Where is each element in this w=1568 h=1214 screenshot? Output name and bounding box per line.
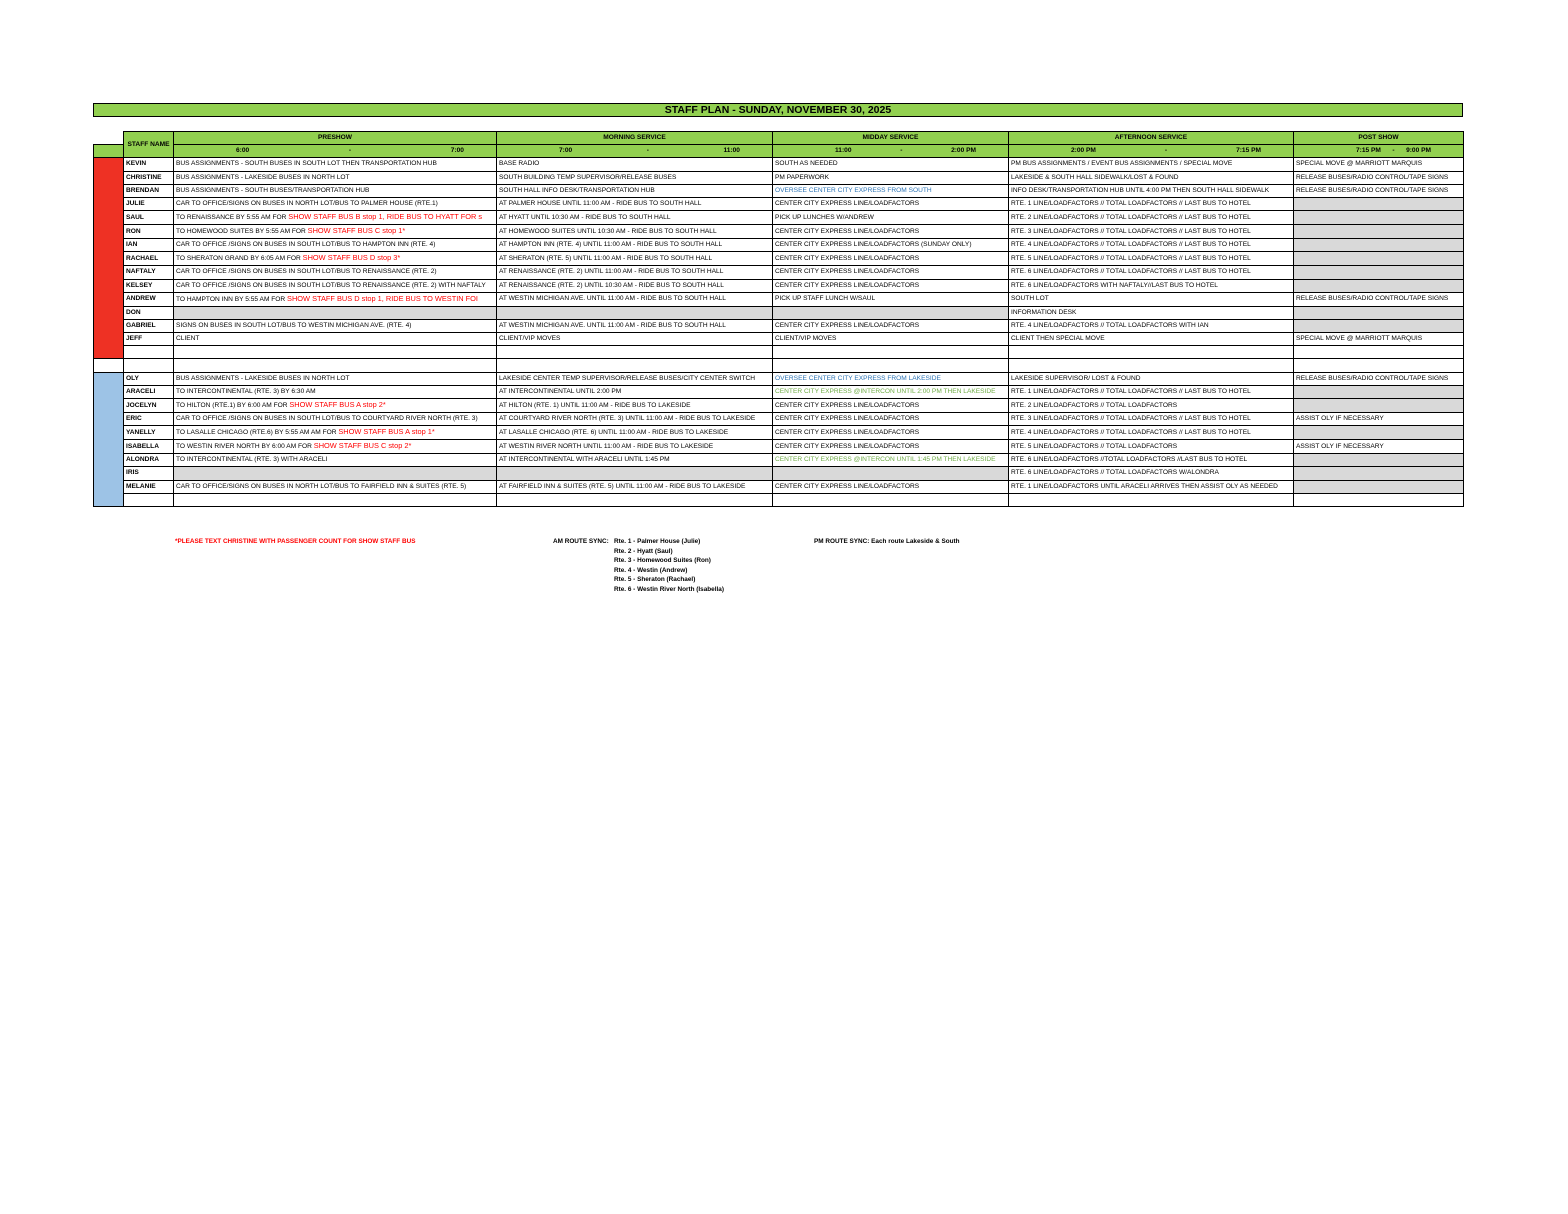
group-separator <box>94 359 1464 372</box>
mid-cell: CENTER CITY EXPRESS LINE/LOADFACTORS (SUNDAY ONLY) <box>773 239 1009 252</box>
time-dash: - <box>1164 147 1168 155</box>
show-staff-bus-text: SHOW STAFF BUS D stop 1, RIDE BUS TO WESTIN FOI <box>287 293 478 303</box>
post-cell <box>1294 319 1464 332</box>
am-route-item: Rte. 5 - Sheraton (Rachael) <box>614 576 696 583</box>
mid-cell: CENTER CITY EXPRESS LINE/LOADFACTORS <box>773 225 1009 239</box>
staff-name: MELANIE <box>124 480 174 493</box>
preshow-text: TO INTERCONTINENTAL (RTE. 3) BY 6:30 AM <box>176 387 316 395</box>
staff-row <box>94 171 1464 184</box>
morn-cell: AT FAIRFIELD INN & SUITES (RTE. 5) UNTIL 11:00 AM - RIDE BUS TO LAKESIDE <box>497 480 773 493</box>
staff-name: KEVIN <box>124 158 174 171</box>
mid-cell: CENTER CITY EXPRESS LINE/LOADFACTORS <box>773 279 1009 292</box>
blank-cell <box>1009 493 1294 506</box>
show-staff-bus-text: SHOW STAFF BUS D stop 3* <box>302 253 401 263</box>
blank-cell <box>174 346 497 359</box>
staff-name: NAFTALY <box>124 266 174 279</box>
staff-name: KELSEY <box>124 279 174 292</box>
morn-cell: SOUTH HALL INFO DESK/TRANSPORTATION HUB <box>497 184 773 197</box>
preshow-cell <box>174 225 497 239</box>
staff-row <box>94 292 1464 306</box>
preshow-text: TO HOMEWOOD SUITES BY 5:55 AM FOR <box>176 228 308 236</box>
staff-name: IAN <box>124 239 174 252</box>
morn-cell: AT WESTIN RIVER NORTH UNTIL 11:00 AM - RIDE BUS TO LAKESIDE <box>497 440 773 454</box>
preshow-cell <box>174 319 497 332</box>
mid-cell: SOUTH AS NEEDED <box>773 158 1009 171</box>
aft-cell: CLIENT THEN SPECIAL MOVE <box>1009 333 1294 346</box>
morn-cell: AT RENAISSANCE (RTE. 2) UNTIL 10:30 AM - RIDE BUS TO SOUTH HALL <box>497 279 773 292</box>
time-dash: - <box>646 147 649 155</box>
aft-cell: RTE. 6 LINE/LOADFACTORS //TOTAL LOADFACTORS //LAST BUS TO HOTEL <box>1009 454 1294 467</box>
morn-cell: AT INTERCONTINENTAL UNTIL 2:00 PM <box>497 385 773 398</box>
am-route-item: Rte. 4 - Westin (Andrew) <box>614 566 688 574</box>
aft-cell: RTE. 4 LINE/LOADFACTORS // TOTAL LOADFACTORS // LAST BUS TO HOTEL <box>1009 426 1294 440</box>
time-start: 11:00 <box>835 147 852 155</box>
south_hall-band <box>94 158 124 359</box>
staff-row <box>94 252 1464 266</box>
morn-cell: AT INTERCONTINENTAL WITH ARACELI UNTIL 1:45 PM <box>497 454 773 467</box>
preshow-cell <box>174 197 497 210</box>
staff-name: ARACELI <box>124 385 174 398</box>
separator-cell <box>174 359 497 372</box>
aft-cell: RTE. 5 LINE/LOADFACTORS // TOTAL LOADFACTORS <box>1009 440 1294 454</box>
post-cell <box>1294 399 1464 413</box>
preshow-text: CLIENT <box>176 335 200 343</box>
morn-cell: SOUTH BUILDING TEMP SUPERVISOR/RELEASE BUSES <box>497 171 773 184</box>
preshow-cell <box>174 292 497 306</box>
preshow-text: CAR TO OFFICE/SIGNS ON BUSES IN NORTH LOT/BUS TO PALMER HOUSE (RTE.1) <box>176 200 438 208</box>
time-dash: - <box>900 147 903 155</box>
preshow-cell <box>174 372 497 385</box>
staff-row <box>94 225 1464 239</box>
blank-cell <box>124 493 174 506</box>
preshow-cell <box>174 467 497 480</box>
staff-name: DON <box>124 306 174 319</box>
staff-row <box>94 211 1464 225</box>
blank-cell <box>1294 493 1464 506</box>
preshow-cell <box>174 171 497 184</box>
staff-name: JOCELYN <box>124 399 174 413</box>
am-route-item: Rte. 2 - Hyatt (Saul) <box>614 547 673 555</box>
separator-cell <box>94 359 124 372</box>
aft-cell: RTE. 4 LINE/LOADFACTORS // TOTAL LOADFACTORS // LAST BUS TO HOTEL <box>1009 239 1294 252</box>
preshow-text: TO HILTON (RTE.1) BY 6:00 AM FOR <box>176 402 290 409</box>
mid-cell: CENTER CITY EXPRESS LINE/LOADFACTORS <box>773 252 1009 266</box>
post-cell <box>1294 385 1464 398</box>
mid-cell: PICK UP LUNCHES W/ANDREW <box>773 211 1009 225</box>
separator-cell <box>1009 359 1294 372</box>
time-start: 7:00 <box>559 147 573 155</box>
preshow-text: BUS ASSIGNMENTS - LAKESIDE BUSES IN NORTH LOT <box>176 173 350 181</box>
aft-cell: RTE. 2 LINE/LOADFACTORS // TOTAL LOADFACTORS <box>1009 399 1294 413</box>
post-cell: SPECIAL MOVE @ MARRIOTT MARQUIS <box>1294 158 1464 171</box>
morn-cell: AT PALMER HOUSE UNTIL 11:00 AM - RIDE BUS TO SOUTH HALL <box>497 197 773 210</box>
mid-cell: CENTER CITY EXPRESS LINE/LOADFACTORS <box>773 319 1009 332</box>
blank-cell <box>124 346 174 359</box>
preshow-cell <box>174 239 497 252</box>
aft-cell: LAKESIDE SUPERVISOR/ LOST & FOUND <box>1009 372 1294 385</box>
preshow-text: TO WESTIN RIVER NORTH BY 6:00 AM FOR <box>176 443 314 451</box>
mid-cell: CENTER CITY EXPRESS LINE/LOADFACTORS <box>773 197 1009 210</box>
aft-cell: RTE. 6 LINE/LOADFACTORS // TOTAL LOADFACTORS W/ALONDRA <box>1009 467 1294 480</box>
morn-cell: AT HOMEWOOD SUITES UNTIL 10:30 AM - RIDE BUS TO SOUTH HALL <box>497 225 773 239</box>
staff-name: BRENDAN <box>124 184 174 197</box>
section-header: POST SHOW <box>1294 132 1464 145</box>
post-cell <box>1294 454 1464 467</box>
blank-cell <box>773 346 1009 359</box>
separator-cell <box>773 359 1009 372</box>
post-cell: RELEASE BUSES/RADIO CONTROL/TAPE SIGNS <box>1294 372 1464 385</box>
staff-row <box>94 372 1464 385</box>
mid-cell: CENTER CITY EXPRESS LINE/LOADFACTORS <box>773 480 1009 493</box>
preshow-text: CAR TO OFFICE/SIGNS ON BUSES IN NORTH LOT/BUS TO FAIRFIELD INN & SUITES (RTE. 5) <box>176 482 467 490</box>
aft-cell: RTE. 3 LINE/LOADFACTORS // TOTAL LOADFACTORS // LAST BUS TO HOTEL <box>1009 413 1294 426</box>
staff-row <box>94 239 1464 252</box>
post-cell <box>1294 239 1464 252</box>
header-row-sections <box>94 132 1464 145</box>
blank-cell <box>1009 346 1294 359</box>
am-route-item: Rte. 6 - Westin River North (Isabella) <box>614 585 724 593</box>
preshow-text: CAR TO OFFICE /SIGNS ON BUSES IN SOUTH LOT/BUS TO RENAISSANCE (RTE. 2) <box>176 268 437 276</box>
staff-row <box>94 333 1464 346</box>
staff-name: CHRISTINE <box>124 171 174 184</box>
blank-cell <box>1294 346 1464 359</box>
am-route-sync-label: AM ROUTE SYNC: <box>553 538 609 545</box>
aft-cell: LAKESIDE & SOUTH HALL SIDEWALK/LOST & FOUND <box>1009 171 1294 184</box>
time-start: 2:00 PM <box>1071 147 1096 155</box>
preshow-cell <box>174 399 497 413</box>
section-header: AFTERNOON SERVICE <box>1009 132 1294 145</box>
aft-cell: RTE. 6 LINE/LOADFACTORS // TOTAL LOADFACTORS // LAST BUS TO HOTEL <box>1009 266 1294 279</box>
morn-cell: AT SHERATON (RTE. 5) UNTIL 11:00 AM - RIDE BUS TO SOUTH HALL <box>497 252 773 266</box>
aft-cell: RTE. 4 LINE/LOADFACTORS // TOTAL LOADFACTORS WITH IAN <box>1009 319 1294 332</box>
staff-row <box>94 319 1464 332</box>
preshow-text: BUS ASSIGNMENTS - SOUTH BUSES IN SOUTH LOT THEN TRANSPORTATION HUB <box>176 160 437 168</box>
section-header: MORNING SERVICE <box>497 132 773 145</box>
mid-cell: CENTER CITY EXPRESS @INTERCON UNTIL 2:00 PM THEN LAKESIDE <box>773 385 1009 398</box>
preshow-cell <box>174 333 497 346</box>
preshow-text: TO INTERCONTINENTAL (RTE. 3) WITH ARACELI <box>176 456 328 464</box>
preshow-cell <box>174 440 497 454</box>
post-cell <box>1294 279 1464 292</box>
post-cell: ASSIST OLY IF NECESSARY <box>1294 440 1464 454</box>
show-staff-bus-text: SHOW STAFF BUS A stop 1* <box>338 427 435 437</box>
staff-row <box>94 440 1464 454</box>
aft-cell: RTE. 5 LINE/LOADFACTORS // TOTAL LOADFACTORS // LAST BUS TO HOTEL <box>1009 252 1294 266</box>
morn-cell: BASE RADIO <box>497 158 773 171</box>
time-end: 2:00 PM <box>951 147 976 155</box>
preshow-cell <box>174 279 497 292</box>
staff-plan-table <box>93 131 1464 507</box>
morn-cell: LAKESIDE CENTER TEMP SUPERVISOR/RELEASE BUSES/CITY CENTER SWITCH <box>497 372 773 385</box>
post-cell <box>1294 211 1464 225</box>
blank-cell <box>497 493 773 506</box>
post-cell <box>1294 252 1464 266</box>
post-cell: ASSIST OLY IF NECESSARY <box>1294 413 1464 426</box>
section-times <box>1009 145 1294 158</box>
mid-cell: CENTER CITY EXPRESS LINE/LOADFACTORS <box>773 440 1009 454</box>
morn-cell <box>497 306 773 319</box>
preshow-text: CAR TO OFFICE /SIGNS ON BUSES IN SOUTH LOT/BUS TO HAMPTON INN (RTE. 4) <box>176 241 436 249</box>
preshow-cell <box>174 426 497 440</box>
preshow-cell <box>174 385 497 398</box>
morn-cell: AT HAMPTON INN (RTE. 4) UNTIL 11:00 AM - RIDE BUS TO SOUTH HALL <box>497 239 773 252</box>
post-cell <box>1294 266 1464 279</box>
morn-cell: AT WESTIN MICHIGAN AVE. UNTIL 11:00 AM - RIDE BUS TO SOUTH HALL <box>497 319 773 332</box>
corner-green <box>94 145 124 158</box>
aft-cell: RTE. 1 LINE/LOADFACTORS // TOTAL LOADFACTORS // LAST BUS TO HOTEL <box>1009 197 1294 210</box>
separator-cell <box>497 359 773 372</box>
post-cell: SPECIAL MOVE @ MARRIOTT MARQUIS <box>1294 333 1464 346</box>
preshow-cell <box>174 211 497 225</box>
staff-name: OLY <box>124 372 174 385</box>
preshow-cell <box>174 454 497 467</box>
staff-row <box>94 184 1464 197</box>
aft-cell: PM BUS ASSIGNMENTS / EVENT BUS ASSIGNMENTS / SPECIAL MOVE <box>1009 158 1294 171</box>
blank-cell <box>497 346 773 359</box>
am-route-item: Rte. 1 - Palmer House (Julie) <box>614 538 701 545</box>
morn-cell: AT LASALLE CHICAGO (RTE. 6) UNTIL 11:00 AM - RIDE BUS TO LAKESIDE <box>497 426 773 440</box>
aft-cell: RTE. 6 LINE/LOADFACTORS WITH NAFTALY//LAST BUS TO HOTEL <box>1009 279 1294 292</box>
time-dash: - <box>1392 147 1395 155</box>
preshow-text: SIGNS ON BUSES IN SOUTH LOT/BUS TO WESTIN MICHIGAN AVE. (RTE. 4) <box>176 321 412 329</box>
staff-row <box>94 467 1464 480</box>
section-times <box>1294 145 1464 158</box>
mid-cell: CENTER CITY EXPRESS LINE/LOADFACTORS <box>773 426 1009 440</box>
am-route-item: Rte. 3 - Homewood Suites (Ron) <box>614 557 711 564</box>
post-cell <box>1294 197 1464 210</box>
post-cell: RELEASE BUSES/RADIO CONTROL/TAPE SIGNS <box>1294 184 1464 197</box>
aft-cell: INFORMATION DESK <box>1009 306 1294 319</box>
preshow-cell <box>174 480 497 493</box>
staff-row <box>94 399 1464 413</box>
staff-name-header: STAFF NAME <box>124 132 174 158</box>
post-cell <box>1294 306 1464 319</box>
time-end: 9:00 PM <box>1406 147 1431 155</box>
post-cell <box>1294 480 1464 493</box>
mid-cell: PM PAPERWORK <box>773 171 1009 184</box>
preshow-text: TO LASALLE CHICAGO (RTE.6) BY 5:55 AM AM FOR <box>176 429 339 437</box>
staff-row <box>94 426 1464 440</box>
post-cell: RELEASE BUSES/RADIO CONTROL/TAPE SIGNS <box>1294 171 1464 184</box>
section-header: PRESHOW <box>174 132 497 145</box>
morn-cell: AT HILTON (RTE. 1) UNTIL 11:00 AM - RIDE BUS TO LAKESIDE <box>497 399 773 413</box>
staff-row <box>94 385 1464 398</box>
staff-name: ALONDRA <box>124 454 174 467</box>
preshow-text: TO RENAISSANCE BY 5:55 AM FOR <box>176 214 289 222</box>
blank-row <box>94 493 1464 506</box>
mid-cell <box>773 306 1009 319</box>
corner-blank <box>94 132 124 145</box>
staff-row <box>94 480 1464 493</box>
preshow-cell <box>174 266 497 279</box>
post-cell: RELEASE BUSES/RADIO CONTROL/TAPE SIGNS <box>1294 292 1464 306</box>
staff-row <box>94 197 1464 210</box>
aft-cell: RTE. 3 LINE/LOADFACTORS // TOTAL LOADFACTORS // LAST BUS TO HOTEL <box>1009 225 1294 239</box>
section-header: MIDDAY SERVICE <box>773 132 1009 145</box>
preshow-text: BUS ASSIGNMENTS - LAKESIDE BUSES IN NORTH LOT <box>176 374 350 382</box>
aft-cell: RTE. 1 LINE/LOADFACTORS // TOTAL LOADFACTORS // LAST BUS TO HOTEL <box>1009 385 1294 398</box>
staff-name: RACHAEL <box>124 252 174 266</box>
staff-row <box>94 279 1464 292</box>
preshow-text: CAR TO OFFICE /SIGNS ON BUSES IN SOUTH LOT/BUS TO RENAISSANCE (RTE. 2) WITH NAFTALY <box>176 281 486 289</box>
preshow-cell <box>174 184 497 197</box>
staff-row <box>94 158 1464 171</box>
preshow-cell <box>174 306 497 319</box>
time-dash: - <box>348 147 352 155</box>
section-times <box>773 145 1009 158</box>
morn-cell: AT WESTIN MICHIGAN AVE. UNTIL 11:00 AM - RIDE BUS TO SOUTH HALL <box>497 292 773 306</box>
show-staff-bus-text: SHOW STAFF BUS A stop 2* <box>289 400 386 409</box>
staff-row <box>94 454 1464 467</box>
mid-cell: OVERSEE CENTER CITY EXPRESS FROM SOUTH <box>773 184 1009 197</box>
mid-cell <box>773 467 1009 480</box>
page-title: STAFF PLAN - SUNDAY, NOVEMBER 30, 2025 <box>93 103 1463 117</box>
preshow-cell <box>174 158 497 171</box>
morn-cell: AT RENAISSANCE (RTE. 2) UNTIL 11:00 AM - RIDE BUS TO SOUTH HALL <box>497 266 773 279</box>
time-end: 11:00 <box>723 147 740 155</box>
pm-route-sync-label: PM ROUTE SYNC: Each route Lakeside & South <box>814 538 960 545</box>
aft-cell: SOUTH LOT <box>1009 292 1294 306</box>
lakeside-band <box>94 372 124 506</box>
blank-cell <box>174 493 497 506</box>
blank-cell <box>773 493 1009 506</box>
staff-row <box>94 413 1464 426</box>
show-staff-bus-text: SHOW STAFF BUS C stop 1* <box>307 226 406 236</box>
mid-cell: CENTER CITY EXPRESS @INTERCON UNTIL 1:45 PM THEN LAKESIDE <box>773 454 1009 467</box>
staff-row <box>94 306 1464 319</box>
time-start: 6:00 <box>236 147 250 155</box>
time-end: 7:00 <box>450 147 464 155</box>
aft-cell: RTE. 1 LINE/LOADFACTORS UNTIL ARACELI ARRIVES THEN ASSIST OLY AS NEEDED <box>1009 480 1294 493</box>
separator-cell <box>124 359 174 372</box>
morn-cell <box>497 467 773 480</box>
staff-name: ANDREW <box>124 292 174 306</box>
mid-cell: CENTER CITY EXPRESS LINE/LOADFACTORS <box>773 399 1009 413</box>
staff-name: ERIC <box>124 413 174 426</box>
preshow-text: BUS ASSIGNMENTS - SOUTH BUSES/TRANSPORTATION HUB <box>176 186 370 194</box>
staff-name: JULIE <box>124 197 174 210</box>
passenger-count-note: *PLEASE TEXT CHRISTINE WITH PASSENGER COUNT FOR SHOW STAFF BUS <box>175 538 416 545</box>
aft-cell: INFO DESK/TRANSPORTATION HUB UNTIL 4:00 PM THEN SOUTH HALL SIDEWALK <box>1009 184 1294 197</box>
preshow-text: TO HAMPTON INN BY 5:55 AM FOR <box>176 295 288 303</box>
mid-cell: CENTER CITY EXPRESS LINE/LOADFACTORS <box>773 413 1009 426</box>
preshow-text: TO SHERATON GRAND BY 6:05 AM FOR <box>176 255 303 263</box>
staff-name: SAUL <box>124 211 174 225</box>
show-staff-bus-text: SHOW STAFF BUS B stop 1, RIDE BUS TO HYATT FOR s <box>288 212 483 222</box>
am-route-list <box>614 537 724 594</box>
staff-name: YANELLY <box>124 426 174 440</box>
staff-name: GABRIEL <box>124 319 174 332</box>
preshow-cell <box>174 413 497 426</box>
staff-name: JEFF <box>124 333 174 346</box>
mid-cell: PICK UP STAFF LUNCH W/SAUL <box>773 292 1009 306</box>
separator-cell <box>1294 359 1464 372</box>
preshow-text: CAR TO OFFICE /SIGNS ON BUSES IN SOUTH LOT/BUS TO COURTYARD RIVER NORTH (RTE. 3) <box>176 415 478 423</box>
morn-cell: AT COURTYARD RIVER NORTH (RTE. 3) UNTIL 11:00 AM - RIDE BUS TO LAKESIDE <box>497 413 773 426</box>
staff-name: ISABELLA <box>124 440 174 454</box>
time-end: 7:15 PM <box>1236 147 1261 155</box>
section-times <box>497 145 773 158</box>
morn-cell: AT HYATT UNTIL 10:30 AM - RIDE BUS TO SOUTH HALL <box>497 211 773 225</box>
section-times <box>174 145 497 158</box>
post-cell <box>1294 426 1464 440</box>
aft-cell: RTE. 2 LINE/LOADFACTORS // TOTAL LOADFACTORS // LAST BUS TO HOTEL <box>1009 211 1294 225</box>
staff-name: IRIS <box>124 467 174 480</box>
post-cell <box>1294 467 1464 480</box>
mid-cell: CENTER CITY EXPRESS LINE/LOADFACTORS <box>773 266 1009 279</box>
staff-name: RON <box>124 225 174 239</box>
show-staff-bus-text: SHOW STAFF BUS C stop 2* <box>313 441 412 451</box>
mid-cell: CLIENT/VIP MOVES <box>773 333 1009 346</box>
mid-cell: OVERSEE CENTER CITY EXPRESS FROM LAKESIDE <box>773 372 1009 385</box>
blank-row <box>94 346 1464 359</box>
header-row-times <box>94 145 1464 158</box>
staff-row <box>94 266 1464 279</box>
morn-cell: CLIENT/VIP MOVES <box>497 333 773 346</box>
post-cell <box>1294 225 1464 239</box>
preshow-cell <box>174 252 497 266</box>
time-start: 7:15 PM <box>1356 147 1381 155</box>
